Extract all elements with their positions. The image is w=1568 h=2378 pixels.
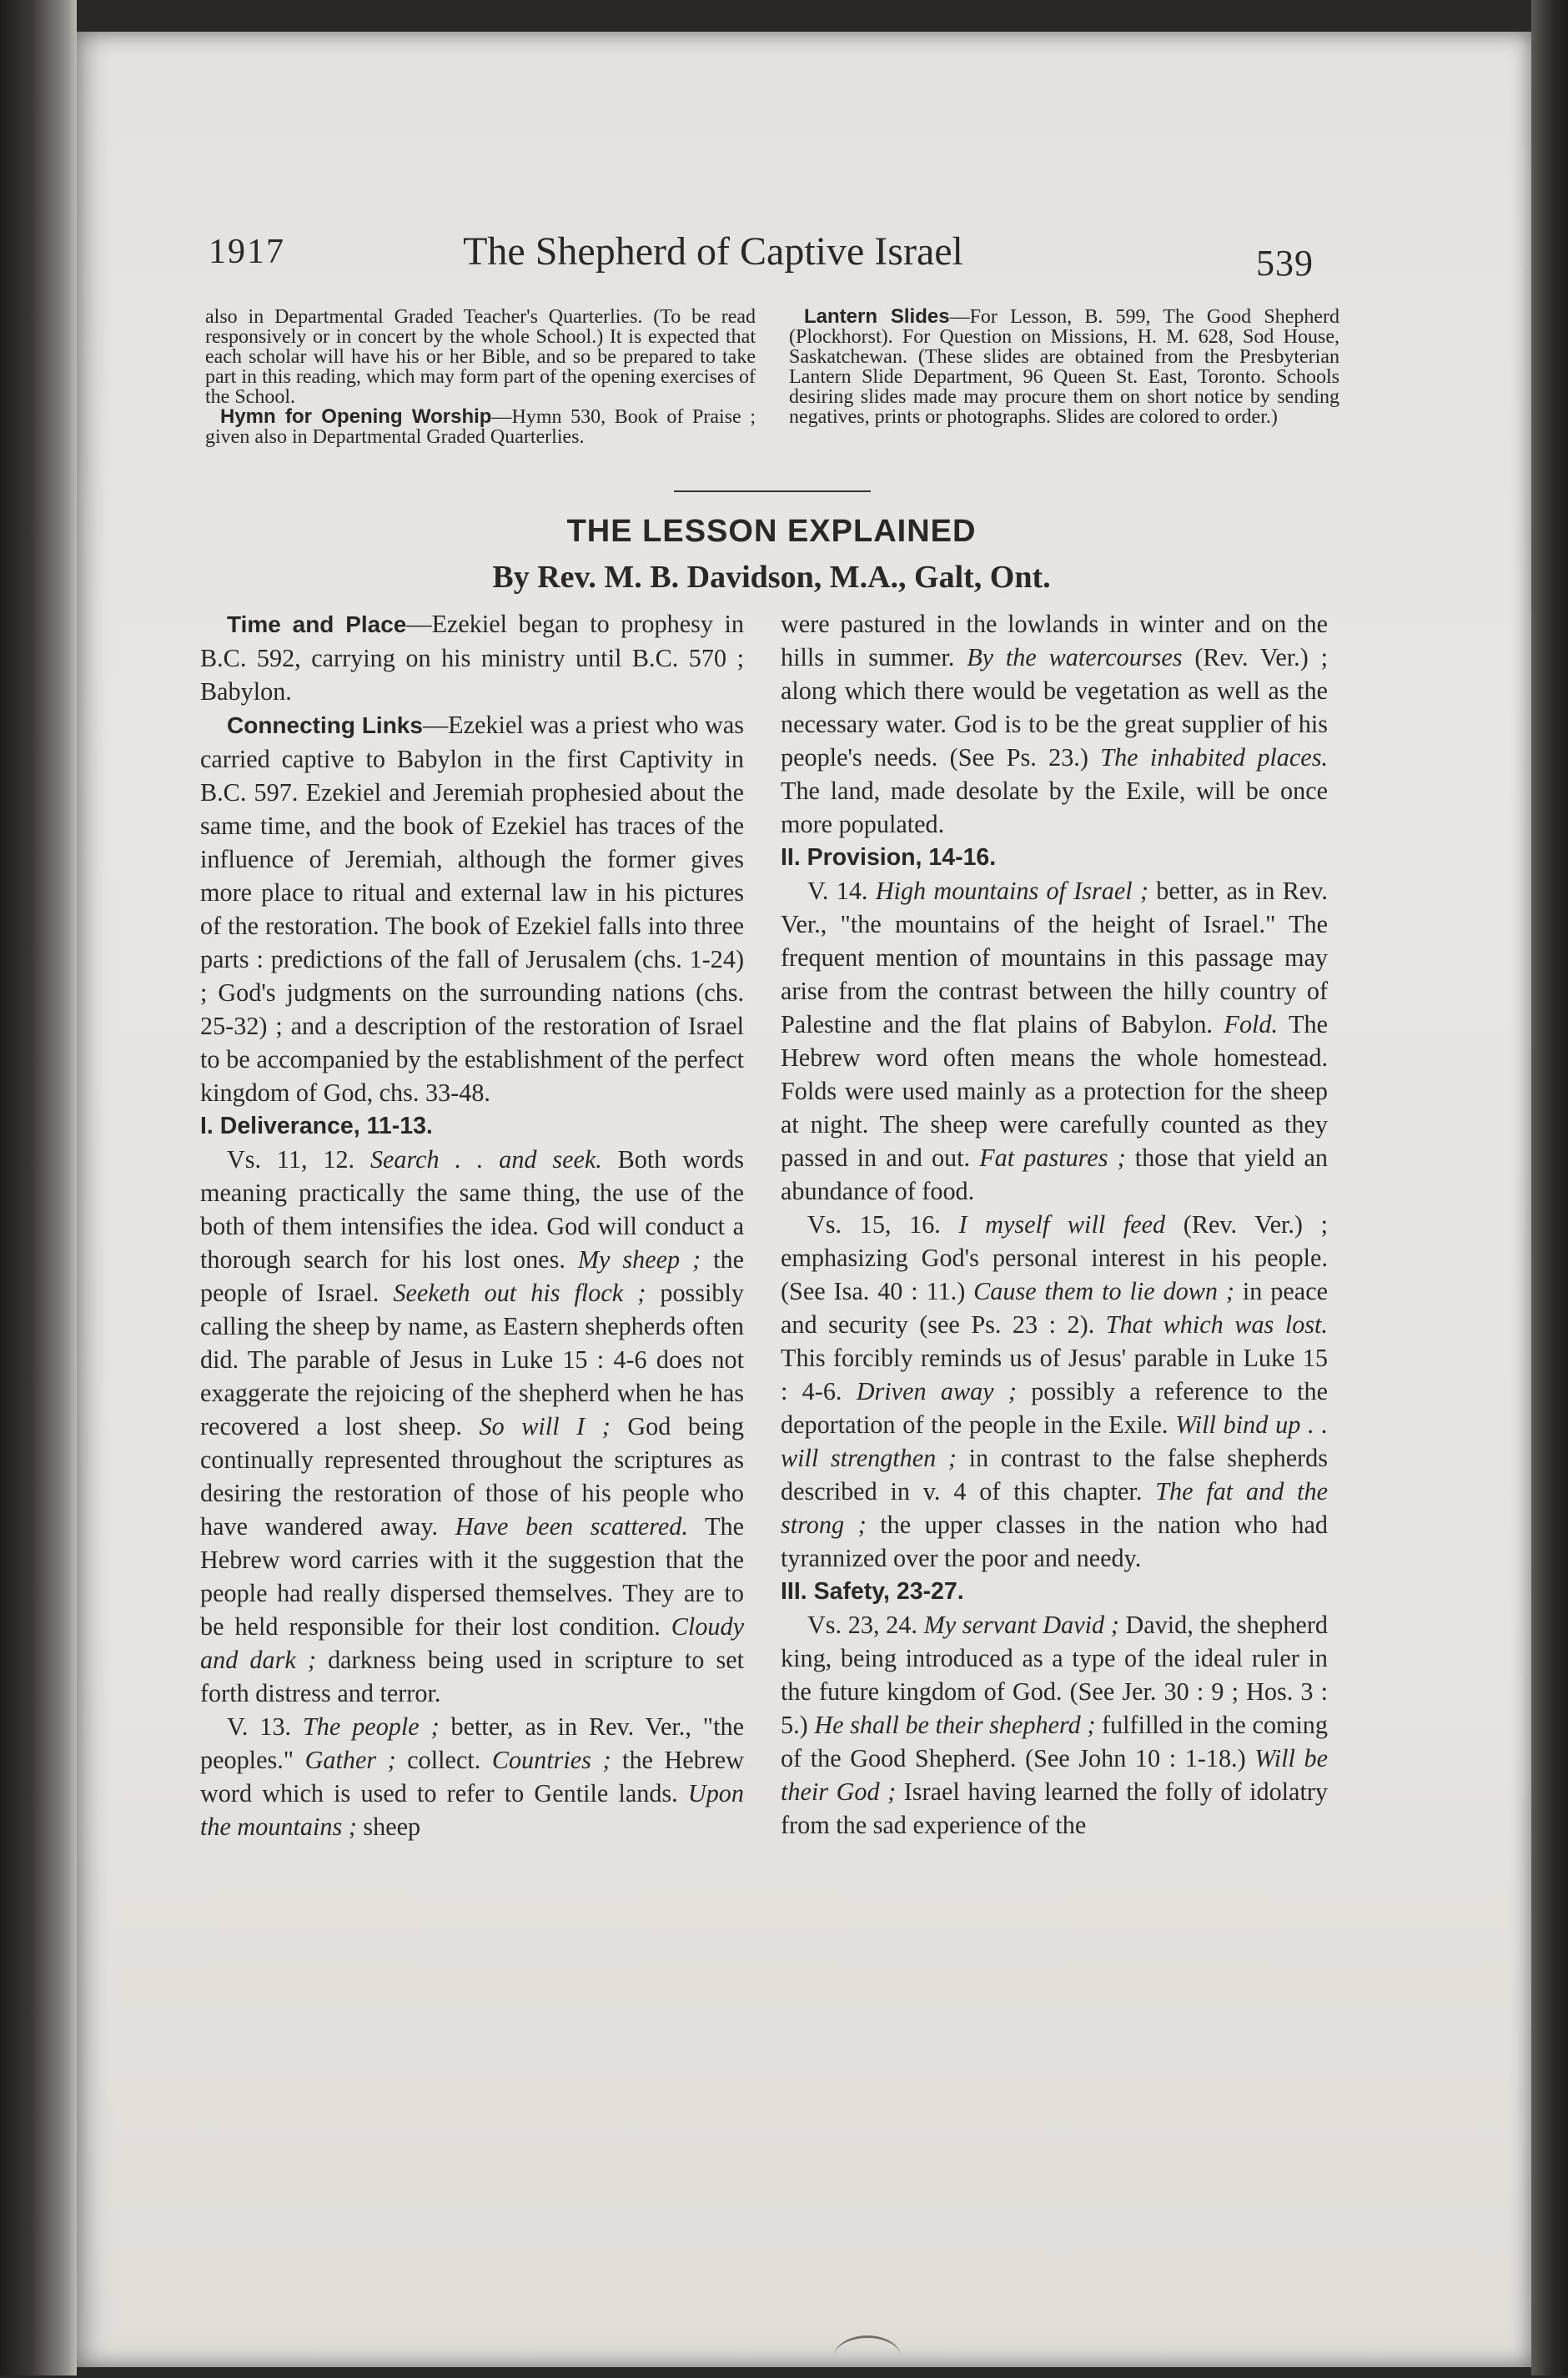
- text: those that yield an abundance of food.: [781, 1144, 1329, 1205]
- text: the upper classes in the nation who had tyrannized over the poor and needy.: [781, 1511, 1328, 1572]
- text: were pastured in the lowlands in winter and on the hills in summer.: [781, 610, 1328, 671]
- text: Vs. 11, 12.: [227, 1145, 370, 1174]
- emphasis: The fat and the strong ;: [781, 1477, 1329, 1539]
- verses-15-16-paragraph: [781, 1208, 1328, 1575]
- emphasis: Cloudy and dark ;: [200, 1612, 744, 1674]
- page-number: 539: [1256, 243, 1314, 284]
- emphasis: Have been scattered.: [455, 1512, 688, 1541]
- text: better, as in Rev. Ver., "the peoples.": [200, 1712, 744, 1774]
- left-text-column: [200, 607, 744, 1843]
- text: Vs. 23, 24.: [807, 1611, 924, 1639]
- scan-artifact-mark: [834, 2335, 901, 2378]
- emphasis: So will I ;: [479, 1412, 611, 1440]
- hymn-text: —Hymn 530, Book of Praise ; given also in Departmental Graded Quarterlies.: [205, 406, 756, 448]
- text: Israel having learned the folly of idolatry from the sad experience of the: [781, 1777, 1328, 1839]
- slides-text: —For Lesson, B. 599, The Good Shepherd (Plockhorst). For Question on Missions, H. M. 628, Sod House, Saskatchewan. (These slides are obtained from the Presbyterian Lantern Slide Department, 96 Queen St. East, Toronto. Schools desiring slides made may procure them on short notice by sending negatives, prints or photographs. Slides are colored to order.): [789, 306, 1339, 428]
- text: sheep: [356, 1812, 421, 1841]
- verse-13-paragraph: [200, 1710, 744, 1843]
- emphasis: Countries ;: [491, 1746, 611, 1774]
- emphasis: By the watercourses: [967, 643, 1183, 671]
- text: collect.: [395, 1746, 492, 1774]
- running-head: [133, 199, 1314, 299]
- hymn-label: Hymn for Opening Worship: [220, 405, 492, 428]
- text: fulfilled in the coming of the Good Shepherd. (See John 10 : 1-18.): [781, 1711, 1328, 1772]
- lesson-heading: THE LESSON EXPLAINED: [566, 514, 977, 549]
- section-divider: [674, 490, 871, 492]
- text: This forcibly reminds us of Jesus' parable in Luke 15 : 4-6.: [781, 1344, 1328, 1405]
- emphasis: Seeketh out his flock ;: [393, 1279, 646, 1307]
- text: darkness being used in scripture to set forth distress and terror.: [200, 1646, 744, 1707]
- emphasis: Search . . and seek.: [369, 1145, 602, 1174]
- prelude-right-column: [789, 307, 1339, 427]
- emphasis: Cause them to lie down ;: [973, 1277, 1234, 1305]
- hymn-paragraph: [205, 407, 756, 447]
- text: The Hebrew word often means the whole homestead. Folds were used mainly as a protection for the sheep at night. The sheep were carefully counted as they passed in and out.: [781, 1010, 1328, 1172]
- time-place-label: Time and Place: [227, 611, 407, 637]
- emphasis: The inhabited places.: [1100, 743, 1328, 772]
- text: Both words meaning practically the same thing, the use of the both of them intensifies the idea. God will conduct a thorough search for his lost ones.: [200, 1145, 744, 1274]
- emphasis: My sheep ;: [577, 1245, 701, 1274]
- text: V. 13.: [227, 1712, 304, 1741]
- section-heading-deliverance: I. Deliverance, 11-13.: [200, 1113, 433, 1139]
- emphasis: My servant David ;: [923, 1611, 1119, 1639]
- right-text-column: [781, 607, 1328, 1842]
- author-byline: By Rev. M. B. Davidson, M.A., Galt, Ont.: [492, 560, 1051, 595]
- slides-label: Lantern Slides: [804, 305, 950, 328]
- emphasis: He shall be their shepherd ;: [814, 1711, 1096, 1739]
- text: Vs. 15, 16.: [807, 1210, 959, 1239]
- text: possibly a reference to the deportation of the people in the Exile.: [781, 1377, 1328, 1439]
- time-place-paragraph: [200, 607, 744, 708]
- text: in peace and security (see Ps. 23 : 2).: [781, 1277, 1328, 1339]
- text: God being continually represented throughout the scriptures as desiring the restoration of those of his people who have wandered away.: [200, 1412, 744, 1541]
- text: (Rev. Ver.) ; emphasizing God's personal interest in his people. (See Isa. 40 : 11.): [781, 1210, 1328, 1305]
- text: in contrast to the false shepherds described in v. 4 of this chapter.: [781, 1444, 1329, 1506]
- emphasis: Fold.: [1224, 1010, 1279, 1038]
- scan-edge-left: [0, 0, 77, 2375]
- verse-14-paragraph: [781, 874, 1328, 1208]
- text: better, as in Rev. Ver., "the mountains of the height of Israel." The frequent mention of mountains in this passage may arise from the contrast between the hilly country of Palestine and the flat plains of Babylon.: [781, 877, 1328, 1038]
- emphasis: High mountains of Israel ;: [875, 877, 1148, 905]
- slides-paragraph: [789, 307, 1339, 427]
- text: possibly calling the sheep by name, as Eastern shepherds often did. The parable of Jesus in Luke 15 : 4-6 does not exaggerate the rejoicing of the shepherd when he has recovered a lost sheep.: [200, 1279, 744, 1440]
- prelude-paragraph: also in Departmental Graded Teacher's Quarterlies. (To be read responsively or in concert by the whole School.) It is expected that each scholar will have his or her Bible, and so be prepared to take part in this reading, which may form part of the opening exercises of the School.: [205, 306, 756, 408]
- verses-11-12-paragraph: [200, 1143, 744, 1710]
- text: David, the shepherd king, being introduced as a type of the ideal ruler in the future kingdom of God. (See Jer. 30 : 9 ; Hos. 3 : 5.): [781, 1611, 1328, 1739]
- text: The land, made desolate by the Exile, will be once more populated.: [781, 777, 1328, 838]
- text: the Hebrew word which is used to refer to Gentile lands.: [200, 1746, 745, 1807]
- connecting-links-paragraph: [200, 708, 744, 1109]
- text: the people of Israel.: [200, 1245, 744, 1307]
- emphasis: Upon the mountains ;: [200, 1779, 744, 1841]
- emphasis: Will bind up . . will strengthen ;: [781, 1410, 1328, 1472]
- connecting-links-text: —Ezekiel was a priest who was carried captive to Babylon in the first Captivity in B.C. 597. Ezekiel and Jeremiah prophesied about the same time, and the book of Ezekiel has traces of the influence of Jeremiah, although the former gives more place to ritual and external law in his pictures of the restoration. The book of Ezekiel falls into three parts : predictions of the fall of Jerusalem (chs. 1-24) ; God's judgments on the surrounding nations (chs. 25-32) ; and a description of the restoration of Israel to be accompanied by the establishment of the perfect kingdom of God, chs. 33-48.: [200, 711, 744, 1107]
- running-head-title: The Shepherd of Captive Israel: [463, 229, 963, 274]
- running-head-year: 1917: [209, 233, 285, 271]
- time-place-text: —Ezekiel began to prophesy in B.C. 592, carrying on his ministry until B.C. 570 ; Babylon.: [200, 610, 744, 706]
- section-heading-provision: II. Provision, 14-16.: [781, 844, 997, 871]
- text: (Rev. Ver.) ; along which there would be vegetation as well as the necessary water. God is to be the great supplier of his people's needs. (See Ps. 23.): [781, 643, 1328, 772]
- emphasis: Fat pastures ;: [979, 1144, 1126, 1172]
- text: The Hebrew word carries with it the suggestion that the people had really dispersed themselves. They are to be held responsible for their lost condition.: [200, 1512, 745, 1641]
- emphasis: That which was lost.: [1105, 1310, 1328, 1339]
- verses-23-24-paragraph: [781, 1608, 1328, 1842]
- emphasis: I myself will feed: [958, 1210, 1166, 1239]
- scan-edge-right: [1531, 0, 1568, 2375]
- connecting-links-label: Connecting Links: [227, 712, 423, 738]
- prelude-left-column: [205, 307, 756, 447]
- continuation-paragraph: [781, 607, 1328, 841]
- emphasis: Will be their God ;: [781, 1744, 1328, 1806]
- text: V. 14.: [807, 877, 876, 905]
- emphasis: Gather ;: [304, 1746, 396, 1774]
- section-heading-safety: III. Safety, 23-27.: [781, 1578, 964, 1605]
- emphasis: Driven away ;: [856, 1377, 1017, 1405]
- emphasis: The people ;: [303, 1712, 440, 1741]
